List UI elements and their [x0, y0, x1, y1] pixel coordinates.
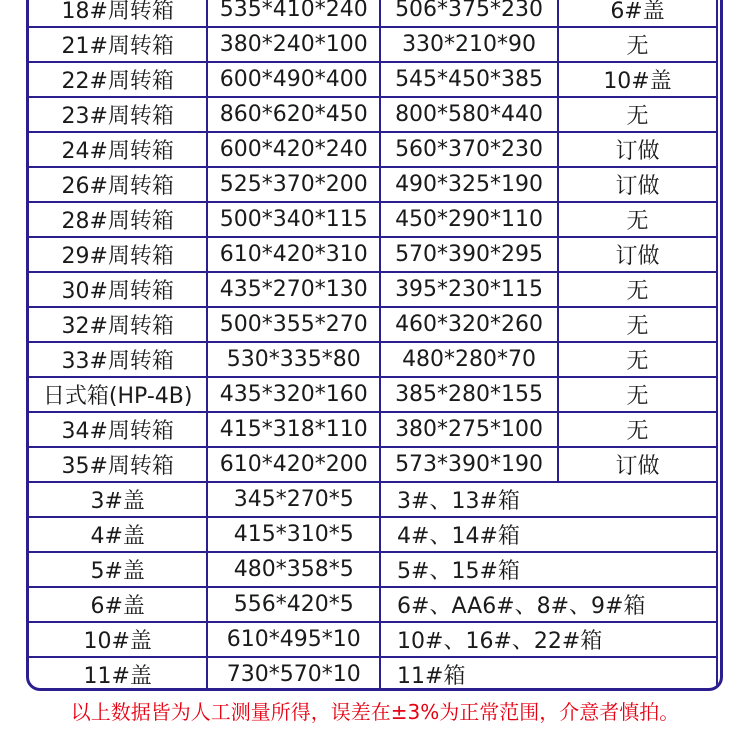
box-row	[28, 237, 717, 272]
box-row	[28, 97, 717, 132]
outer-size-cell: 415*318*110	[207, 412, 380, 447]
inner-size-cell: 545*450*385	[380, 62, 558, 97]
lid-model-cell: 5#盖	[28, 552, 207, 587]
box-model-cell: 34#周转箱	[28, 412, 207, 447]
outer-size-cell: 610*420*200	[207, 447, 380, 482]
outer-size-cell: 600*490*400	[207, 62, 380, 97]
lid-row	[28, 587, 717, 622]
lid-size-cell: 345*270*5	[207, 482, 380, 517]
matching-lid-cell: 10#盖	[558, 62, 717, 97]
inner-size-cell: 460*320*260	[380, 307, 558, 342]
box-model-cell: 日式箱(HP-4B)	[28, 377, 207, 412]
fits-boxes-cell: 3#、13#箱	[380, 482, 717, 517]
matching-lid-cell: 无	[558, 202, 717, 237]
box-row	[28, 0, 717, 27]
box-model-cell: 30#周转箱	[28, 272, 207, 307]
inner-size-cell: 450*290*110	[380, 202, 558, 237]
box-row	[28, 62, 717, 97]
outer-size-cell: 535*410*240	[207, 0, 380, 27]
box-row	[28, 202, 717, 237]
inner-size-cell: 573*390*190	[380, 447, 558, 482]
inner-size-cell: 800*580*440	[380, 97, 558, 132]
matching-lid-cell: 无	[558, 97, 717, 132]
box-model-cell: 18#周转箱	[28, 0, 207, 27]
box-model-cell: 29#周转箱	[28, 237, 207, 272]
outer-size-cell: 530*335*80	[207, 342, 380, 377]
inner-size-cell: 395*230*115	[380, 272, 558, 307]
inner-size-cell: 506*375*230	[380, 0, 558, 27]
box-model-cell: 21#周转箱	[28, 27, 207, 62]
outer-size-cell: 860*620*450	[207, 97, 380, 132]
box-row	[28, 132, 717, 167]
lid-size-cell: 610*495*10	[207, 622, 380, 657]
box-model-cell: 22#周转箱	[28, 62, 207, 97]
lid-model-cell: 3#盖	[28, 482, 207, 517]
box-model-cell: 24#周转箱	[28, 132, 207, 167]
matching-lid-cell: 无	[558, 307, 717, 342]
inner-size-cell: 560*370*230	[380, 132, 558, 167]
outer-size-cell: 500*355*270	[207, 307, 380, 342]
box-row	[28, 307, 717, 342]
outer-size-cell: 380*240*100	[207, 27, 380, 62]
lid-row	[28, 552, 717, 587]
matching-lid-cell: 无	[558, 377, 717, 412]
box-model-cell: 28#周转箱	[28, 202, 207, 237]
lid-row	[28, 517, 717, 552]
spec-table-frame	[26, 0, 723, 691]
spec-table	[27, 0, 718, 691]
matching-lid-cell: 无	[558, 342, 717, 377]
matching-lid-cell: 订做	[558, 132, 717, 167]
inner-size-cell: 385*280*155	[380, 377, 558, 412]
lid-model-cell: 11#盖	[28, 657, 207, 691]
outer-size-cell: 435*320*160	[207, 377, 380, 412]
fits-boxes-cell: 4#、14#箱	[380, 517, 717, 552]
outer-size-cell: 525*370*200	[207, 167, 380, 202]
matching-lid-cell: 无	[558, 412, 717, 447]
box-row	[28, 27, 717, 62]
box-model-cell: 32#周转箱	[28, 307, 207, 342]
outer-size-cell: 500*340*115	[207, 202, 380, 237]
box-row	[28, 342, 717, 377]
inner-size-cell: 570*390*295	[380, 237, 558, 272]
lid-row	[28, 482, 717, 517]
fits-boxes-cell: 10#、16#、22#箱	[380, 622, 717, 657]
lid-model-cell: 10#盖	[28, 622, 207, 657]
fits-boxes-cell: 5#、15#箱	[380, 552, 717, 587]
spec-table-body	[28, 0, 717, 691]
matching-lid-cell: 订做	[558, 447, 717, 482]
outer-size-cell: 600*420*240	[207, 132, 380, 167]
box-row	[28, 167, 717, 202]
box-row	[28, 272, 717, 307]
matching-lid-cell: 无	[558, 272, 717, 307]
inner-size-cell: 380*275*100	[380, 412, 558, 447]
outer-size-cell: 610*420*310	[207, 237, 380, 272]
inner-size-cell: 330*210*90	[380, 27, 558, 62]
measurement-disclaimer: 以上数据皆为人工测量所得，误差在±3%为正常范围，介意者慎拍。	[70, 700, 680, 724]
inner-size-cell: 480*280*70	[380, 342, 558, 377]
lid-model-cell: 6#盖	[28, 587, 207, 622]
fits-boxes-cell: 6#、AA6#、8#、9#箱	[380, 587, 717, 622]
box-row	[28, 447, 717, 482]
lid-model-cell: 4#盖	[28, 517, 207, 552]
lid-size-cell: 480*358*5	[207, 552, 380, 587]
box-row	[28, 412, 717, 447]
lid-row	[28, 657, 717, 691]
box-row	[28, 377, 717, 412]
outer-size-cell: 435*270*130	[207, 272, 380, 307]
box-model-cell: 33#周转箱	[28, 342, 207, 377]
box-model-cell: 35#周转箱	[28, 447, 207, 482]
matching-lid-cell: 订做	[558, 237, 717, 272]
matching-lid-cell: 6#盖	[558, 0, 717, 27]
box-model-cell: 23#周转箱	[28, 97, 207, 132]
fits-boxes-cell: 11#箱	[380, 657, 717, 691]
lid-size-cell: 556*420*5	[207, 587, 380, 622]
box-model-cell: 26#周转箱	[28, 167, 207, 202]
matching-lid-cell: 订做	[558, 167, 717, 202]
lid-row	[28, 622, 717, 657]
lid-size-cell: 415*310*5	[207, 517, 380, 552]
matching-lid-cell: 无	[558, 27, 717, 62]
inner-size-cell: 490*325*190	[380, 167, 558, 202]
lid-size-cell: 730*570*10	[207, 657, 380, 691]
